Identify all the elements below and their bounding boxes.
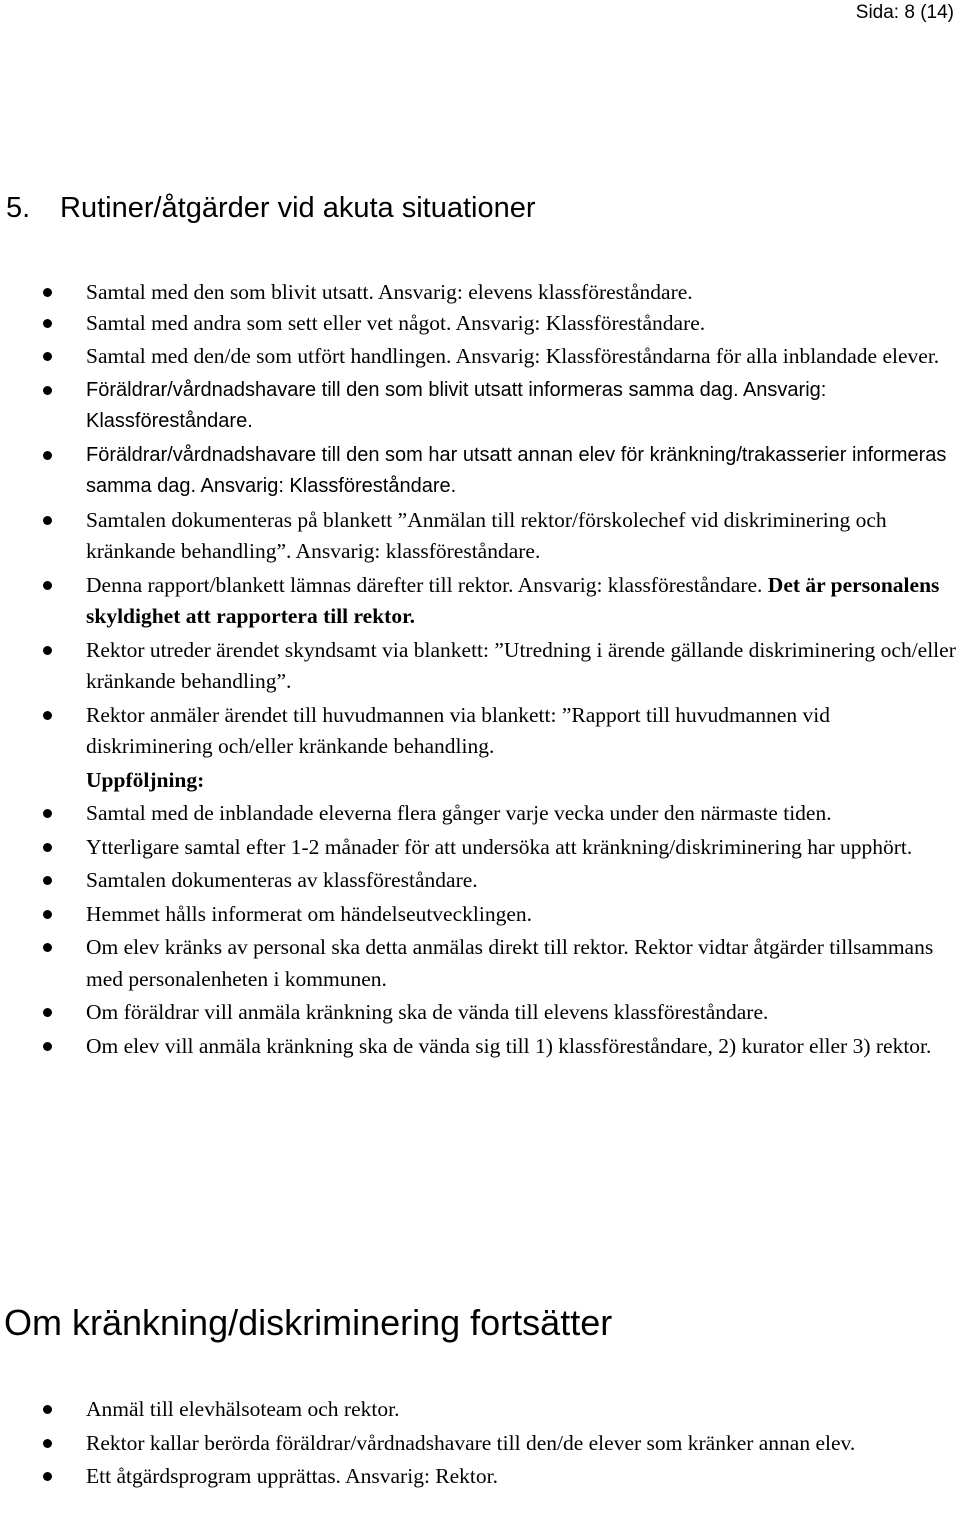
list-item	[0, 570, 960, 633]
section-title: Rutiner/åtgärder vid akuta situationer	[60, 192, 536, 224]
emphasis-text: Det är personalens skyldighet att rapportera till rektor.	[86, 572, 940, 628]
section-heading	[6, 192, 536, 225]
list-item: Föräldrar/vårdnadshavare till den som blivit utsatt informeras samma dag. Ansvarig: Klassföreståndare.	[0, 375, 960, 438]
list-item: Om föräldrar vill anmäla kränkning ska de vända till elevens klassföreståndare.	[0, 997, 960, 1029]
section-number: 5.	[6, 192, 31, 224]
list-item: Samtalen dokumenteras på blankett ”Anmälan till rektor/förskolechef vid diskriminering och kränkande behandling”. Ansvarig: klassföreståndare.	[0, 505, 960, 568]
list-item: Ett åtgärdsprogram upprättas. Ansvarig: Rektor.	[0, 1461, 960, 1493]
page-number: Sida: 8 (14)	[855, 2, 954, 23]
list-item: Rektor kallar berörda föräldrar/vårdnadshavare till den/de elever som kränker annan elev.	[0, 1428, 960, 1460]
action-list	[0, 277, 960, 1064]
continue-list	[0, 1394, 960, 1495]
list-item: Anmäl till elevhälsoteam och rektor.	[0, 1394, 960, 1426]
list-item: Ytterligare samtal efter 1-2 månader för att undersöka att kränkning/diskriminering har upphört.	[0, 832, 960, 864]
list-item: Hemmet hålls informerat om händelseutvecklingen.	[0, 899, 960, 931]
list-item: Samtal med andra som sett eller vet något. Ansvarig: Klassföreståndare.	[0, 308, 960, 340]
list-item: Samtal med den som blivit utsatt. Ansvarig: elevens klassföreståndare.	[0, 277, 960, 309]
list-item-text: Denna rapport/blankett lämnas därefter till rektor. Ansvarig: klassföreståndare.	[86, 572, 763, 597]
list-item: Rektor anmäler ärendet till huvudmannen via blankett: ”Rapport till huvudmannen vid diskriminering och/eller kränkande behandling.	[0, 700, 960, 763]
section-heading-continue: Om kränkning/diskriminering fortsätter	[4, 1302, 613, 1343]
followup-label: Uppföljning:	[86, 767, 205, 792]
list-item: Föräldrar/vårdnadshavare till den som har utsatt annan elev för kränkning/trakasserier informeras samma dag. Ansvarig: Klassföreståndare.	[0, 440, 960, 503]
list-item: Om elev vill anmäla kränkning ska de vända sig till 1) klassföreståndare, 2) kurator eller 3) rektor.	[0, 1031, 960, 1063]
list-item: Om elev kränks av personal ska detta anmälas direkt till rektor. Rektor vidtar åtgärder tillsammans med personalenheten i kommunen.	[0, 932, 960, 995]
list-item: Rektor utreder ärendet skyndsamt via blankett: ”Utredning i ärende gällande diskriminering och/eller kränkande behandling”.	[0, 635, 960, 698]
list-item: Samtal med de inblandade eleverna flera gånger varje vecka under den närmaste tiden.	[0, 798, 960, 830]
list-item: Samtalen dokumenteras av klassföreståndare.	[0, 865, 960, 897]
list-item: Samtal med den/de som utfört handlingen. Ansvarig: Klassföreståndarna för alla inblandade elever.	[0, 341, 960, 373]
